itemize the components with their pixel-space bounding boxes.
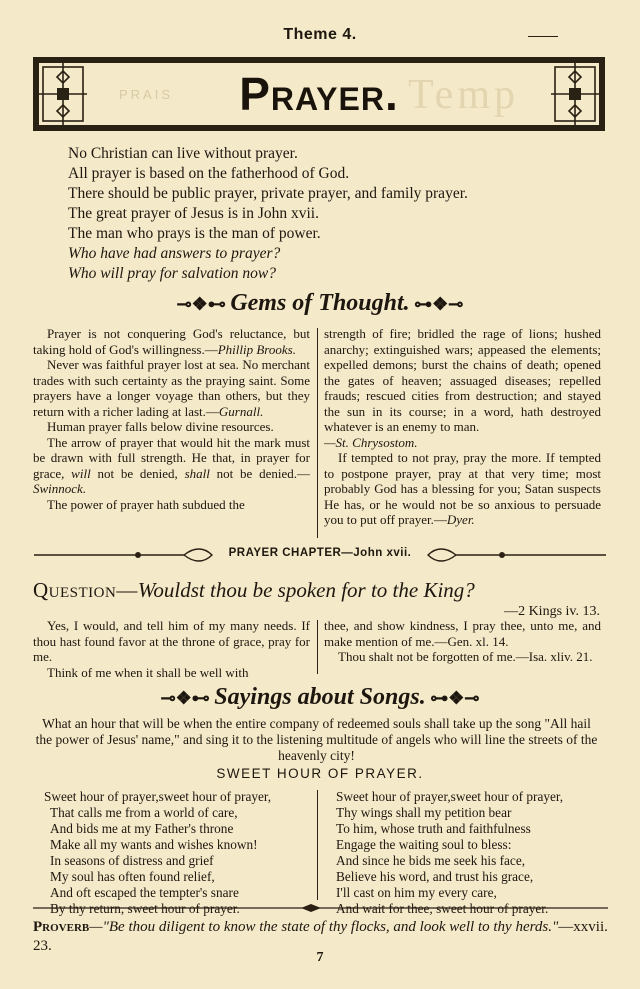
song-line: Sweet hour of prayer,sweet hour of prayer, <box>336 789 564 804</box>
song-line: And oft escaped the tempter's snare <box>50 885 239 900</box>
flourish-right-icon: ⊶❖⊸ <box>409 294 464 314</box>
gem-quote <box>33 326 310 357</box>
gem-quote: strength of fire; bridled the rage of lions; hushed anarchy; extinguished wars; appeased the elements; expelled demons; burst the chains of death; opened the gates of heaven; assuaged diseases; repelled frauds; rescued cities from destruction; and stayed the sun in its course; in a word, hath destroyed whatever is an enemy to man. <box>324 326 601 434</box>
gem-author: —St. Chrysostom. <box>324 434 418 450</box>
show-through-text-left: PRAIS <box>119 87 174 102</box>
sayings-paragraph: What an hour that will be when the entire company of redeemed souls shall take up the song "All hail the power of Jesus' name," and sing it to the listening multitude of angels who will line the streets of the heavenly city! <box>35 716 598 763</box>
banner-inner <box>39 63 599 125</box>
intro-line: All prayer is based on the fatherhood of God. <box>68 165 350 182</box>
intro-line: The great prayer of Jesus is in John xvii. <box>68 205 319 222</box>
gem-quote: Human prayer falls below divine resources. <box>47 419 274 434</box>
song-line: Sweet hour of prayer,sweet hour of prayer, <box>44 789 272 804</box>
chapter-rule <box>34 545 606 565</box>
proverb-reference: —xxvii. 23. <box>33 919 608 954</box>
song-line: And wait for thee, sweet hour of prayer. <box>336 901 549 916</box>
gem-author: Dyer. <box>446 512 475 527</box>
gem-author: Swinnock. <box>33 481 87 496</box>
gem-text: Never was faithful prayer lost at sea. No merchant trades with such certainty as the praying saint. Some prayers have a longer voyage than others, but they return with a richer lading at last.— <box>33 357 310 419</box>
top-dash <box>528 36 558 37</box>
gem-author: Gurnall. <box>218 403 264 419</box>
song-line: Make all my wants and wishes known! <box>50 837 258 852</box>
question-left-column <box>33 618 310 680</box>
song-line: By thy return, sweet hour of prayer. <box>50 901 240 916</box>
theme-label: Theme 4. <box>283 26 357 43</box>
intro-line: There should be public prayer, private prayer, and family prayer. <box>68 185 468 202</box>
song-line: And since he bids me seek his face, <box>336 853 526 868</box>
proverb-label: Proverb <box>33 919 90 935</box>
intro-line: No Christian can live without prayer. <box>68 145 298 162</box>
gem-text: not be denied.— <box>209 465 310 481</box>
song-line: And bids me at my Father's throne <box>50 821 234 836</box>
intro-block <box>68 144 588 284</box>
gems-heading <box>0 290 640 317</box>
question-reference: —2 Kings iv. 13. <box>504 604 600 619</box>
gem-text: not be denied, <box>90 465 185 481</box>
flourish-left-icon: ⊸❖⊷ <box>160 688 215 708</box>
gem-author: Phillip Brooks. <box>217 341 296 357</box>
answer-text: thee, and show kindness, I pray thee, unto me, and make mention of me.—Gen. xl. 14. <box>324 618 601 649</box>
song-line: My soul has often found relief, <box>50 869 215 884</box>
chapter-label: PRAYER CHAPTER—John xvii. <box>228 547 412 559</box>
question-text: Wouldst thou be spoken for to the King? <box>137 578 475 602</box>
flourish-right-icon: ⊶❖⊸ <box>425 688 480 708</box>
gem-quote <box>324 450 601 528</box>
answer-text: Think of me when it shall be well with <box>47 664 249 680</box>
gem-text: If tempted to not pray, pray the more. If tempted to postpone prayer, pray at that very time; most probably God has a blessing for you; Satan suspects He has, or he would not be so anxious to persuade you to put off prayer.— <box>324 450 601 527</box>
flourish-left-icon: ⊸❖⊷ <box>176 294 231 314</box>
gem-quote <box>33 435 310 497</box>
column-divider <box>317 620 318 674</box>
song-line: Engage the waiting soul to bless: <box>336 837 512 852</box>
page-title: Prayer. <box>239 68 399 120</box>
bottom-rule-icon <box>33 903 608 913</box>
song-verse-right <box>336 789 563 917</box>
sayings-heading <box>0 684 640 711</box>
proverb-text: —"Be thou diligent to know the state of thy flocks, and look well to thy herds." <box>89 919 559 935</box>
sayings-heading-text: Sayings about Songs. <box>214 684 426 710</box>
title-banner <box>33 57 605 131</box>
question-label: Question— <box>33 578 138 602</box>
song-line: To him, whose truth and faithfulness <box>336 821 531 836</box>
intro-question: Who have had answers to prayer? <box>68 245 281 262</box>
question-right-column <box>324 618 601 665</box>
answer-text: Thou shalt not be forgotten of me.—Isa. xliv. 21. <box>338 649 593 664</box>
gems-left-column <box>33 326 310 512</box>
gems-heading-text: Gems of Thought. <box>230 290 410 316</box>
show-through-text-right: Temp <box>407 72 519 118</box>
song-line: That calls me from a world of care, <box>50 805 238 820</box>
song-title: SWEET HOUR OF PRAYER. <box>216 766 424 781</box>
column-divider <box>317 328 318 538</box>
intro-question: Who will pray for salvation now? <box>68 265 276 282</box>
gem-text: The arrow of prayer that would hit the mark must be drawn with full strength. He that, in prayer for grace, <box>33 434 310 481</box>
gem-emphasis: shall <box>184 465 210 481</box>
answer-text: Yes, I would, and tell him of my many needs. If thou hast found favor at the throne of grace, pray for me. <box>33 618 310 664</box>
song-line: Believe his word, and trust his grace, <box>336 869 534 884</box>
song-line: In seasons of distress and grief <box>50 853 214 868</box>
gem-text: Prayer is not conquering God's reluctance, but taking hold of God's willingness.— <box>33 326 310 357</box>
column-divider <box>317 790 318 900</box>
gems-right-column <box>324 326 601 528</box>
gem-emphasis: will <box>71 465 91 481</box>
song-verse-left <box>44 789 271 917</box>
question-line <box>33 578 608 603</box>
intro-line: The man who prays is the man of power. <box>68 225 321 242</box>
gem-quote: The power of prayer hath subdued the <box>47 496 245 512</box>
gem-quote <box>33 357 310 419</box>
song-line: I'll cast on him my every care, <box>336 885 497 900</box>
song-line: Thy wings shall my petition bear <box>336 805 512 820</box>
page-number: 7 <box>316 950 324 965</box>
